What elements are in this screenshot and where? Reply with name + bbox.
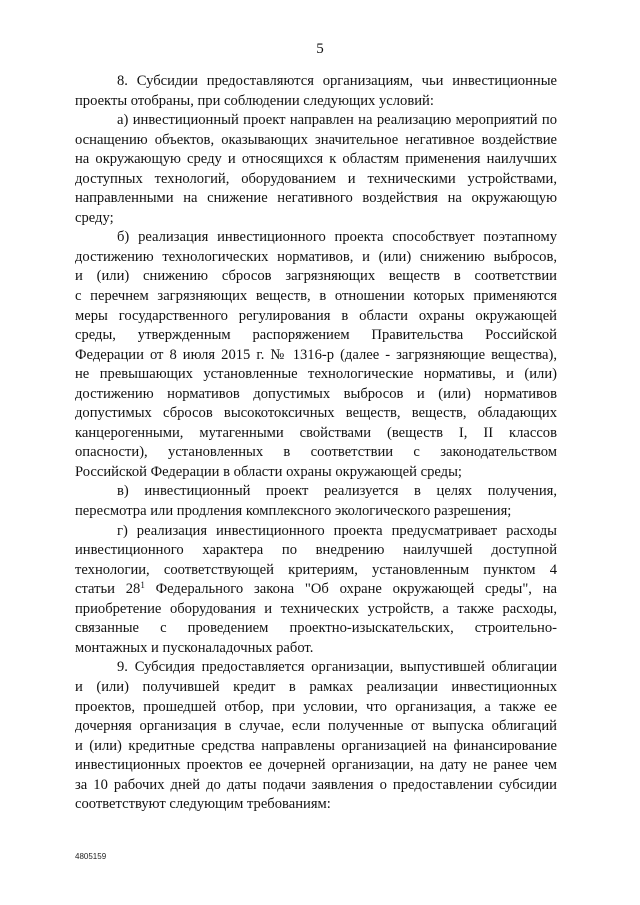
text-line: достижению нормативов допустимых выбросов и (или) нормативов [75,385,557,402]
text-line: инвестиционного характера по внедрению наилучшей доступной [75,542,557,559]
document-code: 4805159 [75,852,107,861]
text-line: и (или) снижению сбросов загрязняющих веществ в соответствии [75,268,557,285]
text-line: канцерогенными, мутагенными свойствами (веществ I, II классов [75,424,557,441]
text-line: допустимых сбросов высокотоксичных веществ, веществ, обладающих [75,405,557,422]
subparagraph-g [75,522,557,659]
document-body [75,72,557,815]
text-line: пересмотра или продления комплексного экологического разрешения; [75,503,512,520]
text-line: и (или) кредитные средства направлены организацией на финансирование [75,737,557,754]
text-line: среду; [75,209,114,226]
subparagraph-b [75,228,557,482]
text-fragment: статьи 28 [75,581,141,598]
paragraph-9 [75,658,557,814]
text-line: проектов, прошедшей отбор, при условии, что организация, а также ее [75,698,557,715]
text-line: связанные с проведением проектно-изыскательских, строительно- [75,620,557,637]
text-line: меры государственного регулирования в области охраны окружающей [75,307,557,324]
text-line: а) инвестиционный проект направлен на реализацию мероприятий по [117,112,557,129]
text-line: не превышающих установленные технологические нормативы, и (или) [75,366,557,383]
text-line: инвестиционных проектов ее дочерней организации, на дату не ранее чем [75,757,557,774]
text-line: среды, утвержденным распоряжением Правительства Российской [75,327,557,344]
text-line: технологии, соответствующей критериям, установленным пунктом 4 [75,561,557,578]
text-line: Российской Федерации в области охраны окружающей среды; [75,463,462,480]
text-line: приобретение оборудования и технических устройств, а также расходы, [75,600,557,617]
text-line: и (или) получившей кредит в рамках реализации инвестиционных [75,678,557,695]
text-line: доступных технологий, оборудованием и техническими устройствами, [75,170,557,187]
text-line: 8. Субсидии предоставляются организациям, чьи инвестиционные [117,73,557,89]
text-line: оснащению объектов, оказывающих значительное негативное воздействие [75,131,557,148]
subparagraph-v [75,482,557,521]
text-line: монтажных и пусконаладочных работ. [75,639,314,656]
text-line: б) реализация инвестиционного проекта способствует поэтапному [117,229,557,246]
text-line: дочерняя организация в случае, если полученные от выпуска облигаций [75,718,557,735]
text-line: соответствуют следующим требованиям: [75,796,331,813]
text-line: с перечнем загрязняющих веществ, в отношении которых применяются [75,288,557,305]
text-line: на окружающую среду и относящихся к областям применения наилучших [75,151,557,168]
text-line: 9. Субсидия предоставляется организации, выпустившей облигации [117,659,557,676]
text-line: за 10 рабочих дней до даты подачи заявления о предоставлении субсидии [75,776,557,793]
text-line: направленными на снижение негативного воздействия на окружающую [75,190,557,207]
subparagraph-a [75,111,557,228]
paragraph-8 [75,72,557,111]
text-line-with-footnote [75,580,557,600]
page-number: 5 [316,41,324,57]
text-line: г) реализация инвестиционного проекта предусматривает расходы [117,522,557,539]
text-line: в) инвестиционный проект реализуется в целях получения, [117,483,557,500]
text-line: Федерации от 8 июля 2015 г. № 1316-р (далее - загрязняющие вещества), [75,346,557,363]
text-fragment: Федерального закона "Об охране окружающей среды", на [144,581,557,598]
text-line: опасности), установленных в соответствии с законодательством [75,444,557,461]
text-line: достижению технологических нормативов, и (или) снижению выбросов, [75,248,557,265]
superscript-mark: 1 [140,580,145,591]
text-line: проекты отобраны, при соблюдении следующих условий: [75,92,434,109]
